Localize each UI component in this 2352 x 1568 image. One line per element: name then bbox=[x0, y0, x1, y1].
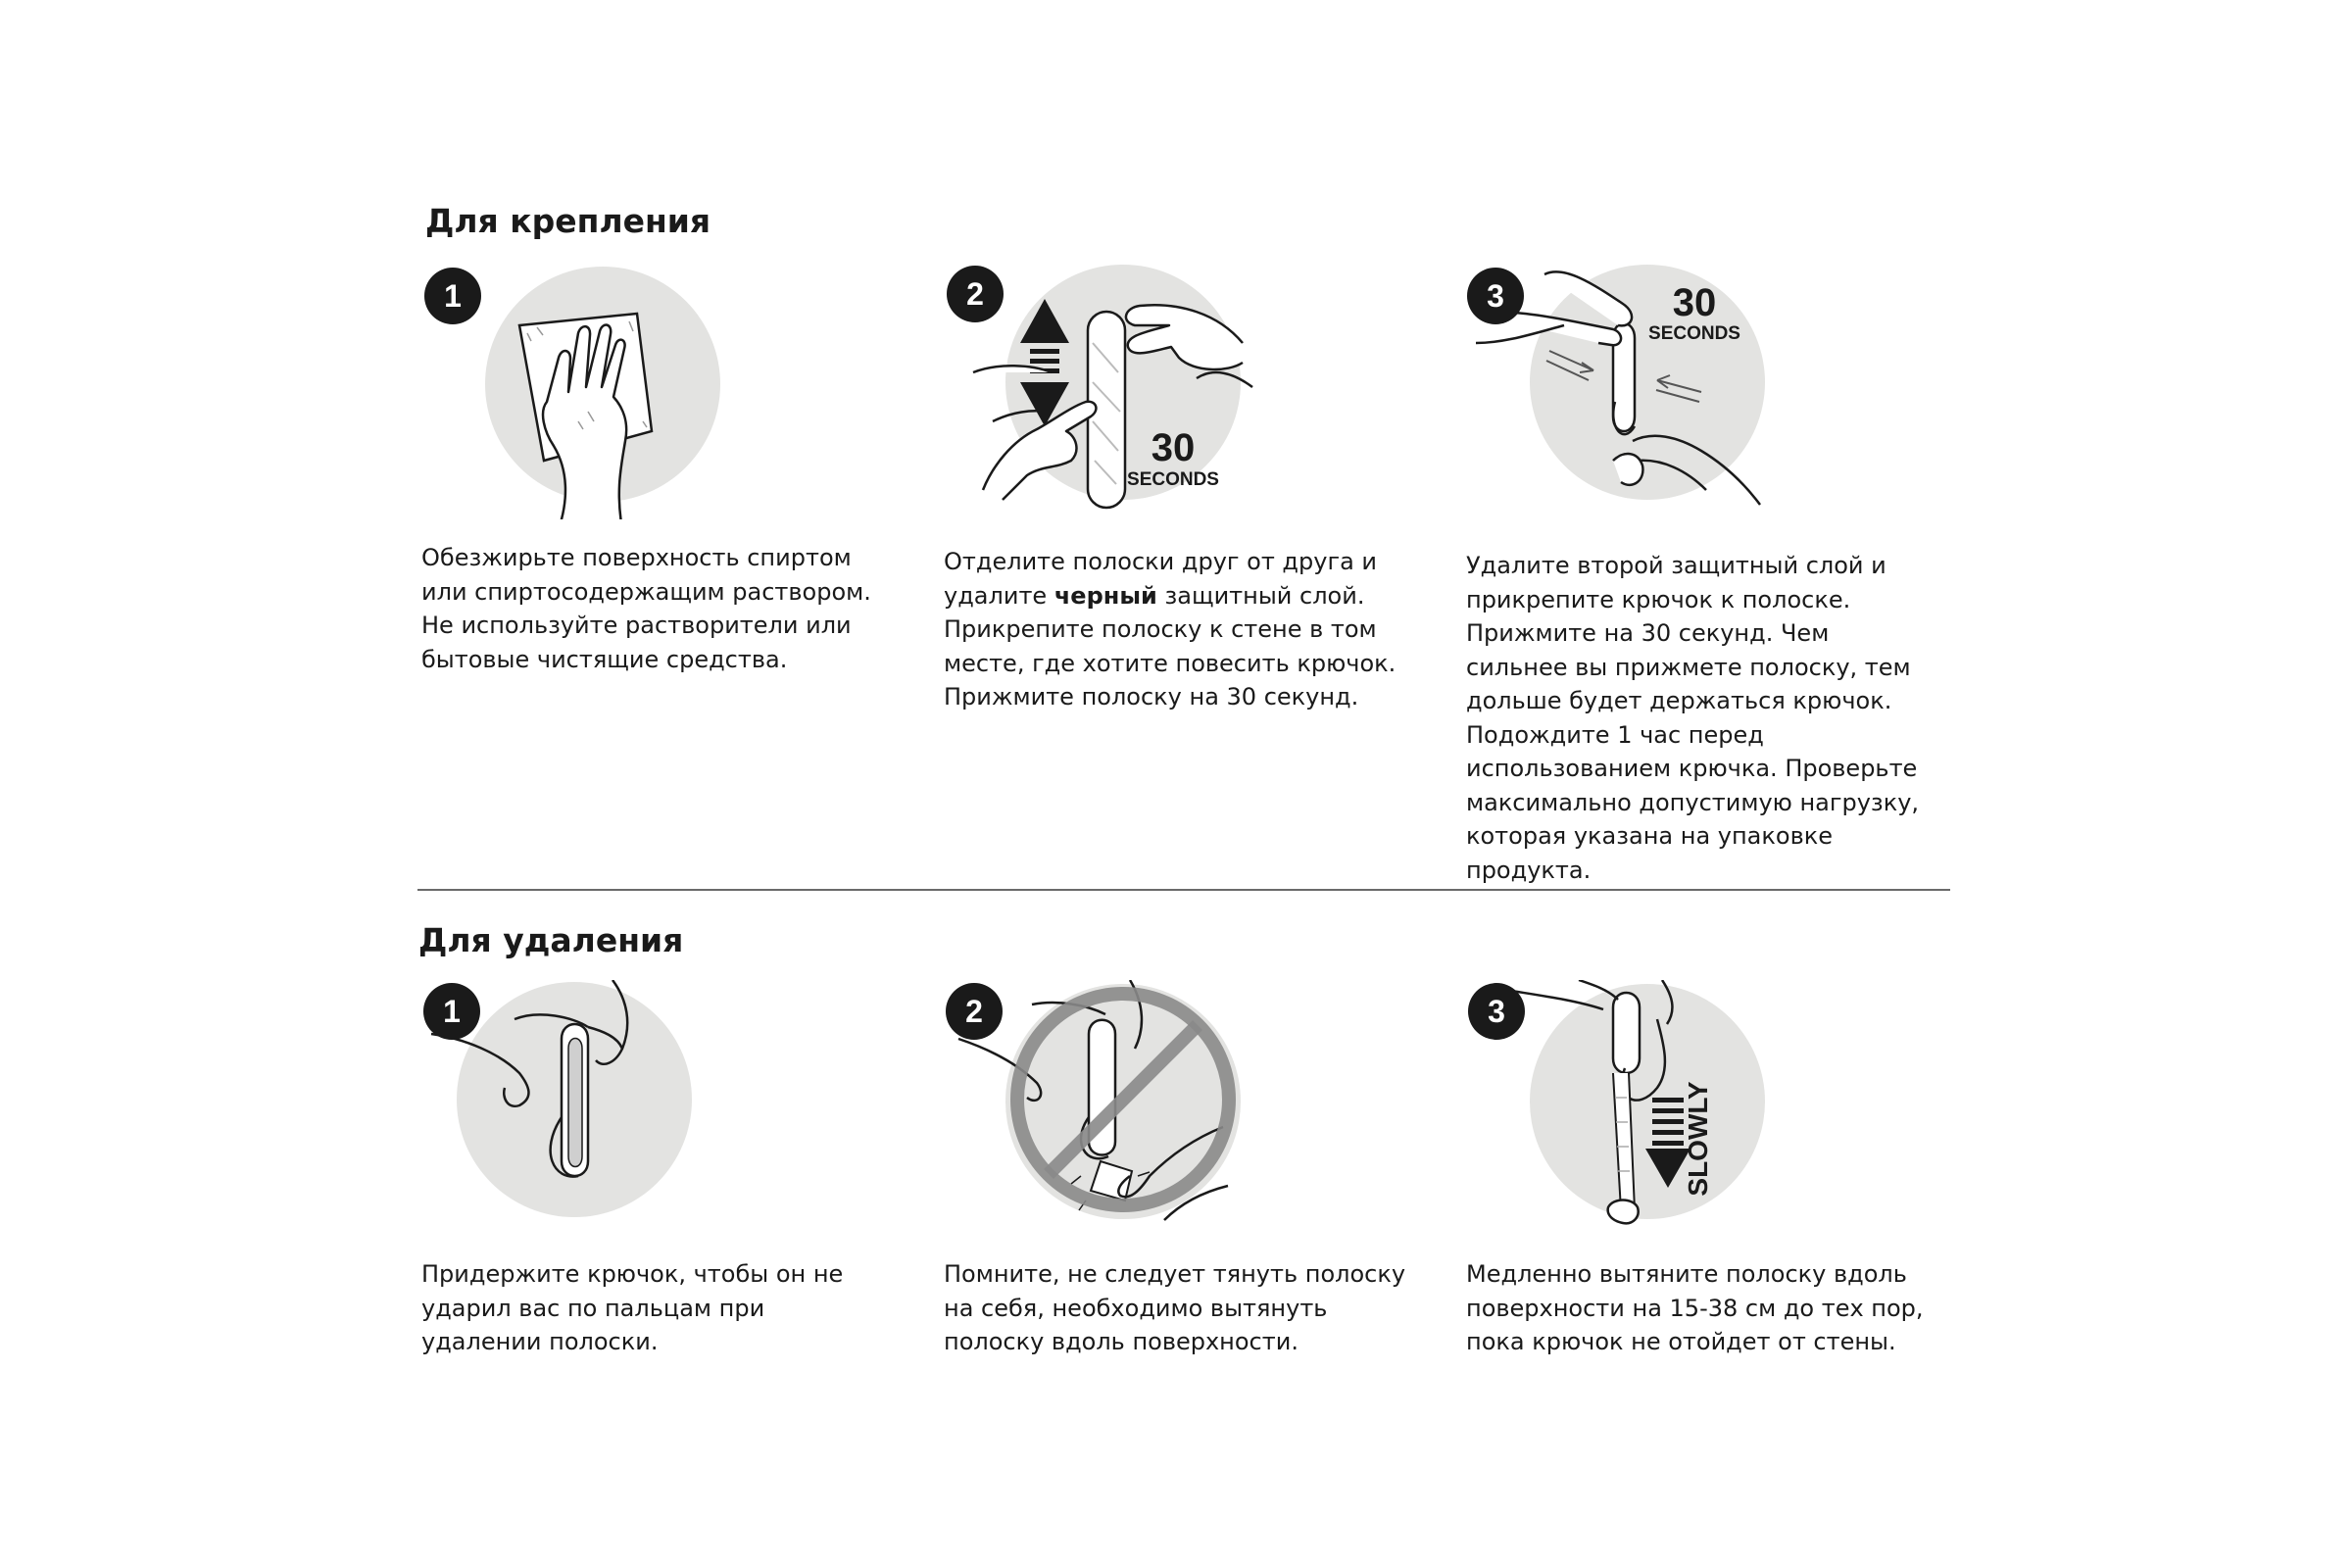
timer-value: 30 bbox=[1672, 281, 1717, 324]
wipe-hand-icon bbox=[421, 265, 892, 519]
press-hook-icon bbox=[1466, 265, 1936, 519]
mount-step-3 bbox=[1466, 265, 1936, 884]
step-description: Отделите полоски друг от друга и удалите черный защитный слой. Прикрепите полоску к стене в том месте, где хотите повесить крючок. Прижмите полоску на 30 секунд. bbox=[944, 548, 1396, 710]
step-number: 1 bbox=[444, 278, 462, 314]
mount-step-2 bbox=[944, 265, 1414, 725]
timer-value: 30 bbox=[1151, 426, 1196, 469]
section-divider bbox=[417, 889, 1950, 891]
step-description: Помните, не следует тянуть полоску на себя, необходимо вытянуть полоску вдоль поверхности. bbox=[944, 1260, 1406, 1355]
section-title-mounting: Для крепления bbox=[425, 202, 711, 240]
timer-unit: SECONDS bbox=[1127, 469, 1219, 490]
timer-unit: SECONDS bbox=[1648, 323, 1740, 344]
step-number: 3 bbox=[1488, 994, 1505, 1029]
step-number: 2 bbox=[966, 276, 984, 312]
stretch-down-icon bbox=[1466, 980, 1936, 1235]
no-pull-icon bbox=[944, 980, 1414, 1235]
remove-step-1 bbox=[421, 980, 892, 1372]
step-number: 3 bbox=[1487, 278, 1504, 314]
step-description: Придержите крючок, чтобы он не ударил вас по пальцам при удалении полоски. bbox=[421, 1260, 844, 1355]
remove-step-3 bbox=[1466, 980, 1936, 1372]
hold-hook-icon bbox=[421, 980, 892, 1235]
peel-strip-icon bbox=[944, 265, 1414, 519]
section-title-removal: Для удаления bbox=[418, 921, 684, 959]
step-description: Медленно вытяните полоску вдоль поверхности на 15-38 см до тех пор, пока крючок не отойдет от стены. bbox=[1466, 1260, 1924, 1355]
step-description: Обезжирьте поверхность спиртом или спиртосодержащим раствором. Не используйте растворители или бытовые чистящие средства. bbox=[421, 544, 871, 673]
step-number: 1 bbox=[443, 994, 461, 1029]
mount-step-1 bbox=[421, 265, 892, 686]
arrow-label: SLOWLY bbox=[1683, 1081, 1713, 1197]
step-description: Удалите второй защитный слой и прикрепите крючок к полоске. Прижмите на 30 секунд. Чем сильнее вы прижмете полоску, тем дольше будет держаться крючок. Подождите 1 час перед использованием крючка. Проверьте максимально допустимую нагрузку, которая указана на упаковке продукта. bbox=[1466, 552, 1920, 884]
remove-step-2 bbox=[944, 980, 1414, 1372]
step-number: 2 bbox=[965, 994, 983, 1029]
